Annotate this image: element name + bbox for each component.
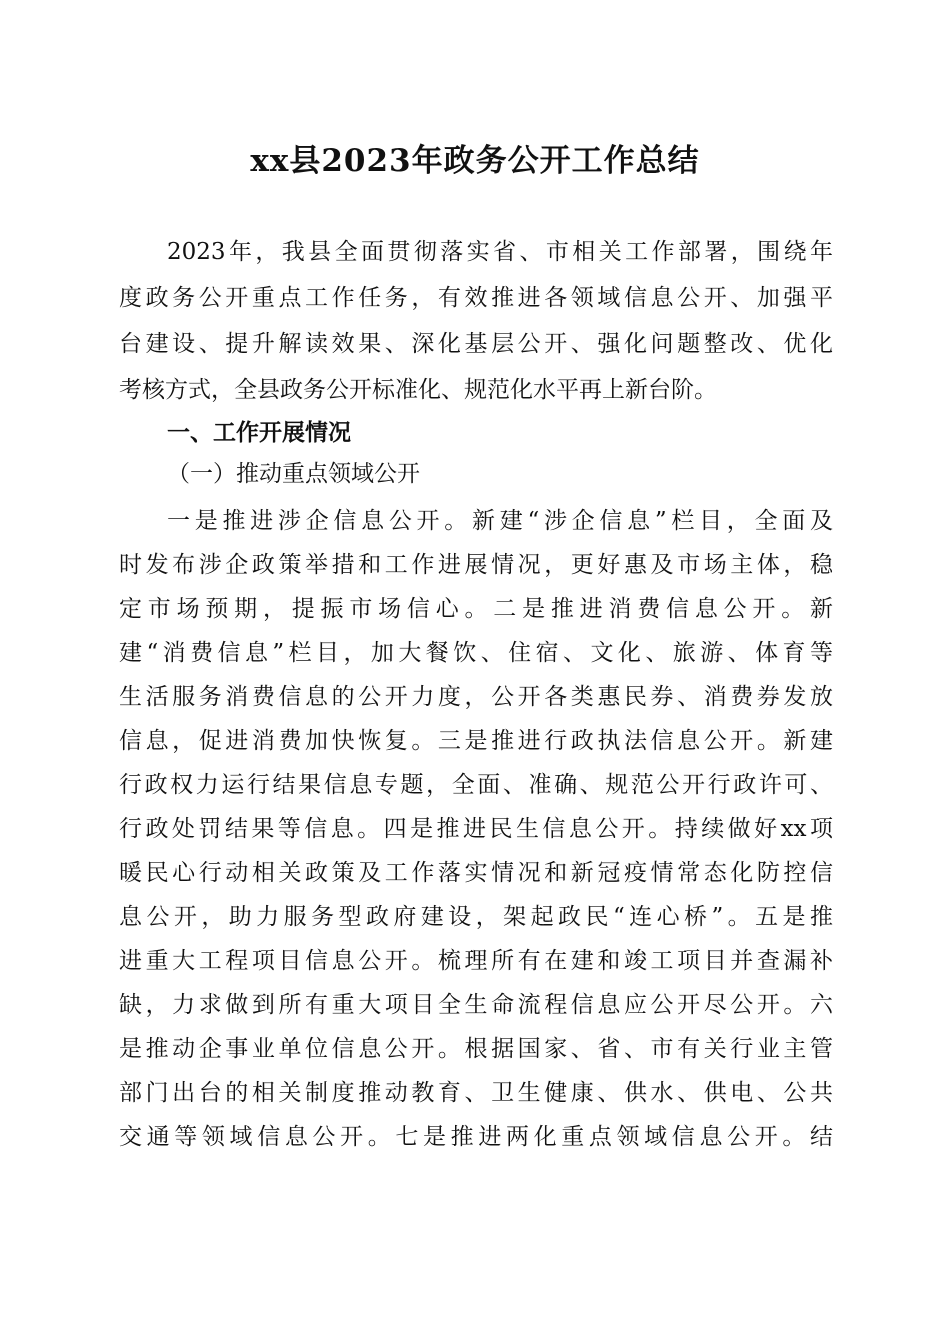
intro-line: 考核方式，全县政务公开标准化、规范化水平再上新台阶。 xyxy=(119,377,717,403)
body-line: 信息，促进消费加快恢复。三是推进行政执法信息公开。新建 xyxy=(119,728,833,754)
body-line: 是推动企事业单位信息公开。根据国家、省、市有关行业主管 xyxy=(119,1036,833,1062)
body-line: 行政权力运行结果信息专题，全面、准确、规范公开行政许可、 xyxy=(119,772,833,798)
body-line: 暖民心行动相关政策及工作落实情况和新冠疫情常态化防控信 xyxy=(119,860,833,886)
body-line: 定市场预期，提振市场信心。二是推进消费信息公开。新 xyxy=(119,596,833,622)
body-line: 交通等领域信息公开。七是推进两化重点领域信息公开。结 xyxy=(119,1124,833,1150)
body-line: 建“消费信息”栏目，加大餐饮、住宿、文化、旅游、体育等 xyxy=(119,640,833,666)
body-line: 生活服务消费信息的公开力度，公开各类惠民券、消费券发放 xyxy=(119,684,833,710)
body-line: 时发布涉企政策举措和工作进展情况，更好惠及市场主体，稳 xyxy=(119,552,833,578)
body-line: 进重大工程项目信息公开。梳理所有在建和竣工项目并查漏补 xyxy=(119,948,833,974)
document-title: xx县2023年政务公开工作总结 xyxy=(250,143,700,179)
subsection-heading: （一）推动重点领域公开 xyxy=(167,461,420,487)
intro-line: 2023年，我县全面贯彻落实省、市相关工作部署，围绕年 xyxy=(167,239,833,265)
body-line: 缺，力求做到所有重大项目全生命流程信息应公开尽公开。六 xyxy=(119,992,833,1018)
body-line: 部门出台的相关制度推动教育、卫生健康、供水、供电、公共 xyxy=(119,1080,833,1106)
intro-line: 度政务公开重点工作任务，有效推进各领域信息公开、加强平 xyxy=(119,285,833,311)
section-heading: 一、工作开展情况 xyxy=(167,420,351,446)
body-line: 息公开，助力服务型政府建设，架起政民“连心桥”。五是推 xyxy=(119,904,833,930)
body-line: 行政处罚结果等信息。四是推进民生信息公开。持续做好xx项 xyxy=(119,816,833,842)
body-line: 一是推进涉企信息公开。新建“涉企信息”栏目，全面及 xyxy=(167,508,833,534)
intro-line: 台建设、提升解读效果、深化基层公开、强化问题整改、优化 xyxy=(119,331,833,357)
